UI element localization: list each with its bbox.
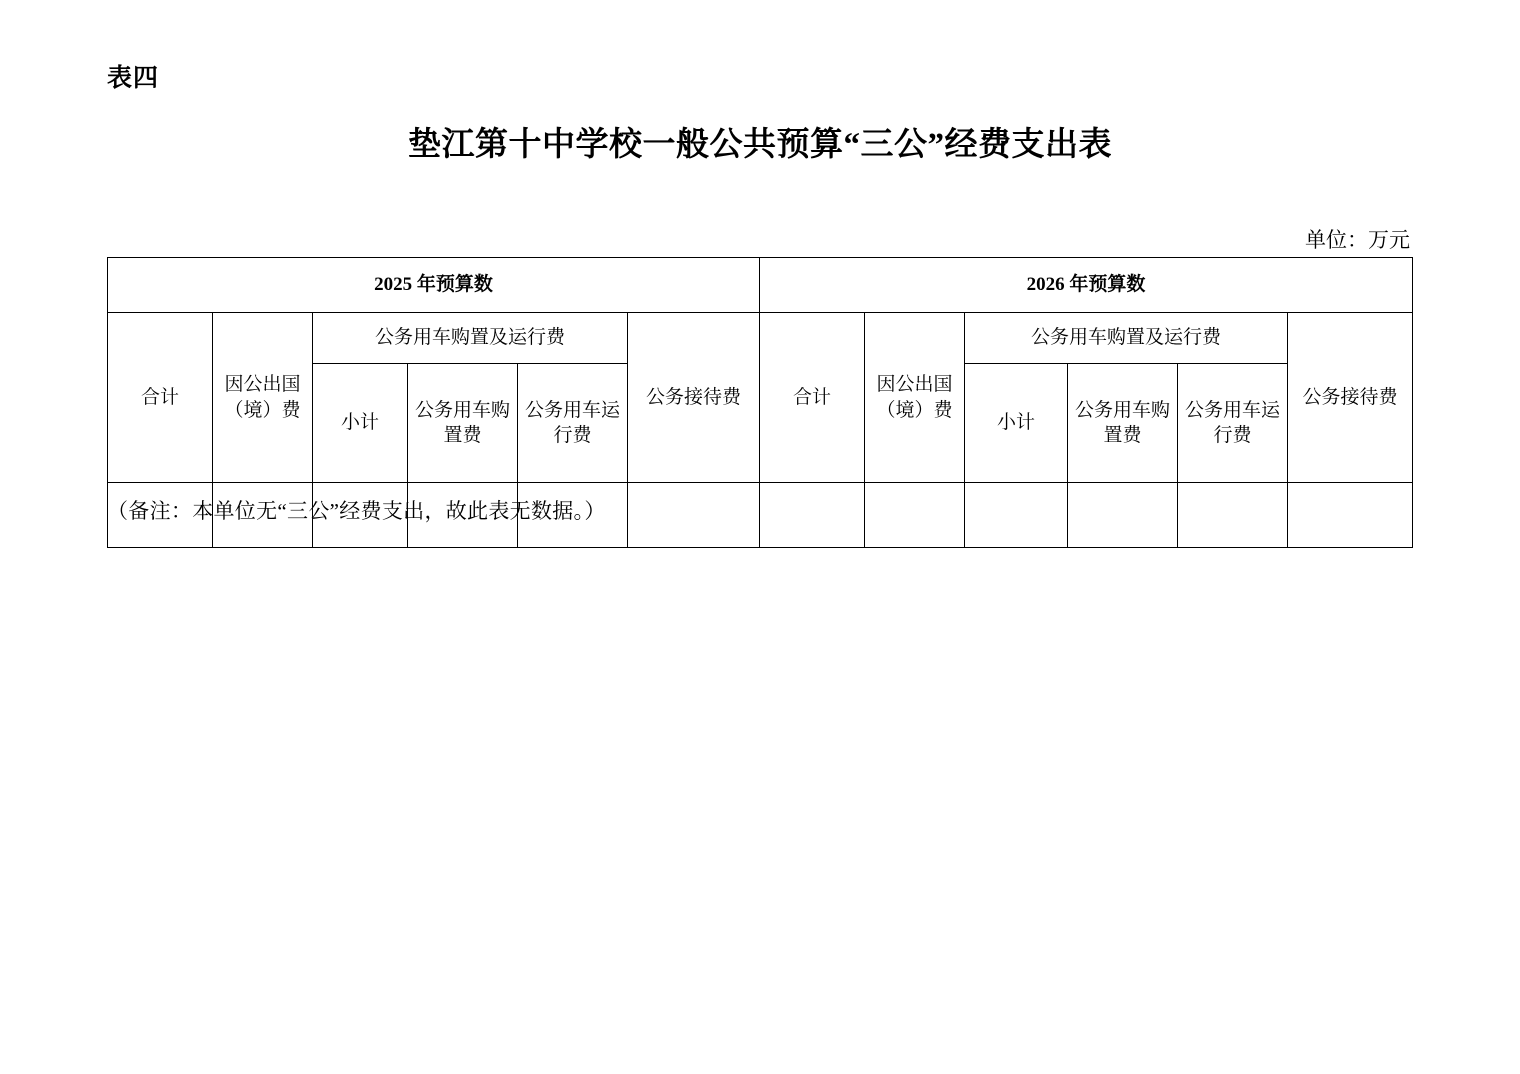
page-title: 垫江第十中学校一般公共预算“三公”经费支出表 [408,127,1112,163]
table-label: 表四 [107,64,160,92]
col-total-2026: 合计 [760,313,865,483]
col-total-2025: 合计 [108,313,213,483]
col-abroad-2026: 因公出国（境）费 [865,313,965,483]
col-subtotal-2025: 小计 [313,364,408,483]
cell-reception-2026 [1288,483,1413,548]
unit-note: 单位：万元 [1305,228,1410,252]
group-header-vehicle-2026: 公务用车购置及运行费 [965,313,1288,364]
table-row-year-header [108,258,1413,313]
col-vehicle-operation-2025: 公务用车运行费 [518,364,628,483]
col-reception-2026: 公务接待费 [1288,313,1413,483]
table-note: （备注：本单位无“三公”经费支出，故此表无数据。） [107,499,606,523]
col-subtotal-2026: 小计 [965,364,1068,483]
cell-abroad-2026 [865,483,965,548]
col-vehicle-purchase-2025: 公务用车购置费 [408,364,518,483]
table-row-group-header [108,313,1413,364]
year-header-2026: 2026 年预算数 [760,258,1413,313]
group-header-vehicle-2025: 公务用车购置及运行费 [313,313,628,364]
cell-subtotal-2026 [965,483,1068,548]
col-vehicle-purchase-2026: 公务用车购置费 [1068,364,1178,483]
year-header-2025: 2025 年预算数 [108,258,760,313]
cell-reception-2025 [628,483,760,548]
col-abroad-2025: 因公出国（境）费 [213,313,313,483]
cell-vehicle-purchase-2026 [1068,483,1178,548]
col-vehicle-operation-2026: 公务用车运行费 [1178,364,1288,483]
cell-vehicle-operation-2026 [1178,483,1288,548]
col-reception-2025: 公务接待费 [628,313,760,483]
cell-total-2026 [760,483,865,548]
